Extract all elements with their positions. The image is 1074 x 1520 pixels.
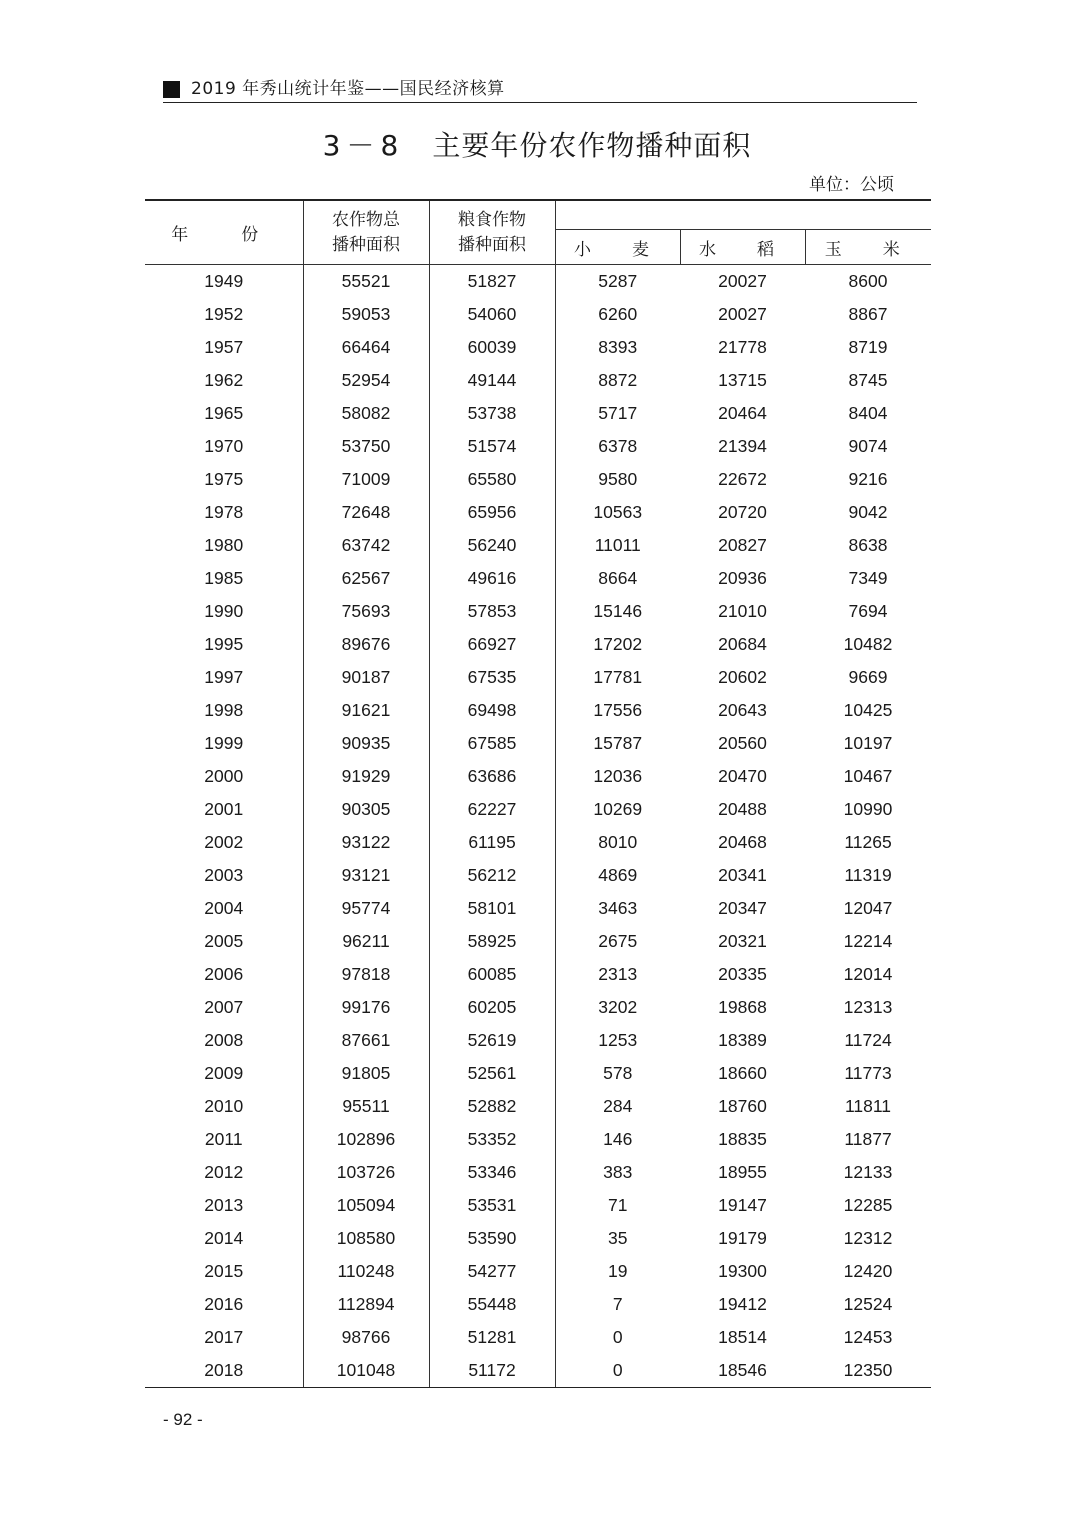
header-grain-line1: 粮食作物	[458, 209, 526, 230]
cell-grain-area: 53352	[429, 1123, 555, 1156]
table-row	[145, 661, 931, 694]
cell-total-area: 58082	[303, 397, 429, 430]
cell-wheat: 7	[612, 1294, 623, 1314]
cell-wheat: 284	[603, 1096, 633, 1116]
table-header	[145, 200, 931, 265]
cell-total-area: 75693	[303, 595, 429, 628]
cell-year: 2018	[145, 1354, 303, 1388]
table-row	[145, 628, 931, 661]
table-row	[145, 1024, 931, 1057]
cell-wheat: 12036	[593, 766, 643, 786]
cell-year: 1957	[145, 331, 303, 364]
table-row	[145, 430, 931, 463]
table-row	[145, 925, 931, 958]
cell-corn: 8404	[848, 403, 888, 423]
cell-year: 2017	[145, 1321, 303, 1354]
cell-grain-area: 62227	[429, 793, 555, 826]
cell-corn: 9042	[848, 502, 888, 522]
header-grain-area	[429, 200, 555, 265]
cell-rice: 22672	[718, 469, 767, 489]
cell-total-area: 71009	[303, 463, 429, 496]
page-number: - 92 -	[163, 1410, 203, 1429]
cell-rice: 20464	[718, 403, 767, 423]
table-row	[145, 859, 931, 892]
cell-year: 2007	[145, 991, 303, 1024]
cell-wheat: 3202	[598, 997, 638, 1017]
table-title-text: 主要年份农作物播种面积	[432, 129, 752, 162]
cell-total-area: 62567	[303, 562, 429, 595]
table-row	[145, 397, 931, 430]
cell-wheat: 4869	[598, 865, 638, 885]
cell-corn: 8867	[848, 304, 888, 324]
cell-corn: 7349	[848, 568, 888, 588]
cell-corn: 10197	[843, 733, 893, 753]
cell-corn: 12214	[843, 931, 893, 951]
cell-total-area: 99176	[303, 991, 429, 1024]
cell-grain-area: 57853	[429, 595, 555, 628]
header-wheat: 小 麦	[555, 230, 680, 265]
table-row	[145, 1354, 931, 1388]
cell-total-area: 97818	[303, 958, 429, 991]
cell-grain-area: 51172	[429, 1354, 555, 1388]
cell-corn: 11724	[844, 1030, 892, 1050]
cell-grain-area: 63686	[429, 760, 555, 793]
table-row	[145, 760, 931, 793]
cell-year: 2015	[145, 1255, 303, 1288]
cell-total-area: 87661	[303, 1024, 429, 1057]
cell-total-area: 101048	[303, 1354, 429, 1388]
table-row	[145, 463, 931, 496]
cell-grain-area: 65580	[429, 463, 555, 496]
cell-total-area: 52954	[303, 364, 429, 397]
cell-corn: 10990	[843, 799, 893, 819]
cell-rice: 21778	[718, 337, 767, 357]
cell-total-area: 112894	[303, 1288, 429, 1321]
cell-corn: 9669	[848, 667, 888, 687]
cell-total-area: 103726	[303, 1156, 429, 1189]
cell-year: 1952	[145, 298, 303, 331]
cell-total-area: 90305	[303, 793, 429, 826]
cell-year: 2002	[145, 826, 303, 859]
book-title: 2019 年秀山统计年鉴——国民经济核算	[191, 79, 505, 99]
cell-rice: 20560	[718, 733, 767, 753]
cell-total-area: 110248	[303, 1255, 429, 1288]
cell-total-area: 95774	[303, 892, 429, 925]
cell-year: 1998	[145, 694, 303, 727]
cell-corn: 10482	[843, 634, 893, 654]
cell-grain-area: 67535	[429, 661, 555, 694]
cell-wheat: 71	[608, 1195, 628, 1215]
header-total-line1: 农作物总	[332, 209, 400, 230]
cell-rice: 20341	[718, 865, 767, 885]
cell-corn: 8600	[848, 271, 888, 291]
cell-year: 2003	[145, 859, 303, 892]
cell-rice: 20335	[718, 964, 767, 984]
cell-grain-area: 69498	[429, 694, 555, 727]
cell-grain-area: 55448	[429, 1288, 555, 1321]
cell-wheat: 8010	[598, 832, 638, 852]
table-row	[145, 1288, 931, 1321]
table-body	[145, 265, 931, 1388]
cell-wheat: 6378	[598, 436, 638, 456]
cell-grain-area: 56240	[429, 529, 555, 562]
cell-corn: 8745	[848, 370, 888, 390]
cell-total-area: 90935	[303, 727, 429, 760]
cell-corn: 12453	[843, 1327, 893, 1347]
cell-year: 2000	[145, 760, 303, 793]
cell-wheat: 383	[603, 1162, 633, 1182]
cell-total-area: 108580	[303, 1222, 429, 1255]
cell-total-area: 55521	[303, 265, 429, 299]
cell-grain-area: 58101	[429, 892, 555, 925]
cell-grain-area: 49616	[429, 562, 555, 595]
cell-year: 2001	[145, 793, 303, 826]
cell-rice: 20321	[718, 931, 767, 951]
cell-rice: 19412	[718, 1294, 767, 1314]
header-grain-line2: 播种面积	[458, 234, 526, 255]
cell-corn: 10467	[843, 766, 893, 786]
cell-year: 1975	[145, 463, 303, 496]
cell-corn: 11811	[844, 1096, 892, 1116]
cell-total-area: 91621	[303, 694, 429, 727]
cell-corn: 11319	[844, 865, 892, 885]
cell-wheat: 578	[603, 1063, 633, 1083]
cell-year: 2006	[145, 958, 303, 991]
table-row	[145, 1189, 931, 1222]
cell-corn: 10425	[843, 700, 893, 720]
cell-wheat: 8872	[598, 370, 638, 390]
cell-year: 2016	[145, 1288, 303, 1321]
cell-grain-area: 52619	[429, 1024, 555, 1057]
cell-wheat: 8664	[598, 568, 638, 588]
header-rice: 水 稻	[680, 230, 805, 265]
cell-wheat: 2675	[598, 931, 638, 951]
cell-total-area: 102896	[303, 1123, 429, 1156]
cell-wheat: 9580	[598, 469, 638, 489]
cell-rice: 18514	[718, 1327, 767, 1347]
table-row	[145, 595, 931, 628]
cell-grain-area: 51281	[429, 1321, 555, 1354]
table-row	[145, 1156, 931, 1189]
cell-wheat: 2313	[598, 964, 638, 984]
cell-corn: 12014	[843, 964, 893, 984]
cell-grain-area: 65956	[429, 496, 555, 529]
cell-rice: 18546	[680, 1354, 805, 1388]
cell-grain-area: 53590	[429, 1222, 555, 1255]
cell-rice: 20602	[718, 667, 767, 687]
cell-grain-area: 61195	[429, 826, 555, 859]
table-row	[145, 529, 931, 562]
table-row	[145, 364, 931, 397]
cell-grain-area: 51827	[429, 265, 555, 299]
cell-corn: 12285	[843, 1195, 893, 1215]
cell-corn: 11773	[844, 1063, 892, 1083]
cell-rice: 20684	[718, 634, 767, 654]
cell-total-area: 93122	[303, 826, 429, 859]
table-row	[145, 265, 931, 299]
cell-wheat: 15146	[593, 601, 643, 621]
table-row	[145, 562, 931, 595]
table-row	[145, 793, 931, 826]
header-total-line2: 播种面积	[332, 234, 400, 255]
cell-rice: 20827	[718, 535, 767, 555]
table-row	[145, 298, 931, 331]
cell-year: 2013	[145, 1189, 303, 1222]
table-title	[0, 128, 1074, 164]
cell-rice: 20470	[718, 766, 767, 786]
cell-total-area: 91929	[303, 760, 429, 793]
cell-year: 2005	[145, 925, 303, 958]
cell-grain-area: 53738	[429, 397, 555, 430]
cell-wheat: 19	[608, 1261, 628, 1281]
cell-corn: 12312	[843, 1228, 893, 1248]
cell-corn: 11265	[844, 832, 892, 852]
cell-total-area: 98766	[303, 1321, 429, 1354]
table-row	[145, 1123, 931, 1156]
cell-rice: 19868	[718, 997, 767, 1017]
table-row	[145, 331, 931, 364]
cell-rice: 18660	[718, 1063, 767, 1083]
cell-wheat: 17781	[593, 667, 643, 687]
data-table	[145, 199, 931, 1388]
cell-year: 2008	[145, 1024, 303, 1057]
table-row	[145, 694, 931, 727]
cell-rice: 20347	[718, 898, 767, 918]
cell-year: 2010	[145, 1090, 303, 1123]
cell-corn: 12047	[843, 898, 893, 918]
cell-year: 1997	[145, 661, 303, 694]
cell-grain-area: 52561	[429, 1057, 555, 1090]
cell-corn: 12133	[843, 1162, 893, 1182]
cell-corn: 7694	[848, 601, 888, 621]
cell-wheat: 11011	[594, 535, 641, 555]
cell-wheat: 146	[603, 1129, 633, 1149]
cell-total-area: 90187	[303, 661, 429, 694]
cell-rice: 18835	[718, 1129, 767, 1149]
cell-corn: 9216	[848, 469, 888, 489]
table-row	[145, 496, 931, 529]
table-row	[145, 991, 931, 1024]
cell-total-area: 105094	[303, 1189, 429, 1222]
cell-year: 1970	[145, 430, 303, 463]
cell-corn: 8638	[848, 535, 888, 555]
cell-total-area: 91805	[303, 1057, 429, 1090]
cell-grain-area: 67585	[429, 727, 555, 760]
cell-grain-area: 49144	[429, 364, 555, 397]
cell-corn: 12350	[805, 1354, 931, 1388]
cell-rice: 21010	[718, 601, 767, 621]
cell-rice: 19147	[718, 1195, 767, 1215]
cell-grain-area: 54277	[429, 1255, 555, 1288]
cell-total-area: 63742	[303, 529, 429, 562]
table-row	[145, 892, 931, 925]
cell-wheat: 8393	[598, 337, 638, 357]
cell-grain-area: 53531	[429, 1189, 555, 1222]
table-row	[145, 1222, 931, 1255]
cell-rice: 13715	[718, 370, 767, 390]
cell-rice: 18955	[718, 1162, 767, 1182]
cell-year: 1978	[145, 496, 303, 529]
cell-rice: 19179	[718, 1228, 767, 1248]
cell-wheat: 17202	[593, 634, 643, 654]
cell-wheat: 15787	[593, 733, 643, 753]
cell-grain-area: 60085	[429, 958, 555, 991]
cell-total-area: 72648	[303, 496, 429, 529]
cell-rice: 21394	[718, 436, 767, 456]
table-row	[145, 958, 931, 991]
cell-wheat: 10563	[593, 502, 643, 522]
table-row	[145, 826, 931, 859]
table-number: 3－8	[322, 129, 405, 162]
cell-rice: 20488	[718, 799, 767, 819]
cell-grain-area: 52882	[429, 1090, 555, 1123]
cell-rice: 20468	[718, 832, 767, 852]
cell-year: 2014	[145, 1222, 303, 1255]
cell-year: 2004	[145, 892, 303, 925]
cell-total-area: 96211	[303, 925, 429, 958]
cell-grain-area: 60205	[429, 991, 555, 1024]
cell-wheat: 5287	[598, 271, 638, 291]
cell-rice: 20936	[718, 568, 767, 588]
cell-year: 2009	[145, 1057, 303, 1090]
cell-year: 1965	[145, 397, 303, 430]
cell-wheat: 35	[608, 1228, 628, 1248]
cell-year: 1985	[145, 562, 303, 595]
cell-corn: 12420	[843, 1261, 893, 1281]
cell-wheat: 3463	[598, 898, 638, 918]
cell-total-area: 95511	[303, 1090, 429, 1123]
running-header	[163, 78, 917, 103]
cell-total-area: 89676	[303, 628, 429, 661]
cell-rice: 19300	[718, 1261, 767, 1281]
cell-total-area: 93121	[303, 859, 429, 892]
cell-total-area: 53750	[303, 430, 429, 463]
cell-wheat: 6260	[598, 304, 638, 324]
cell-grain-area: 58925	[429, 925, 555, 958]
cell-grain-area: 66927	[429, 628, 555, 661]
cell-rice: 18389	[718, 1030, 767, 1050]
cell-corn: 12313	[843, 997, 893, 1017]
header-year: 年 份	[145, 200, 303, 265]
cell-year: 2011	[145, 1123, 303, 1156]
cell-grain-area: 53346	[429, 1156, 555, 1189]
cell-corn: 11877	[844, 1129, 892, 1149]
table-row	[145, 1321, 931, 1354]
cell-wheat: 0	[612, 1327, 623, 1347]
table-row	[145, 1090, 931, 1123]
cell-year: 1949	[145, 265, 303, 299]
header-corn: 玉 米	[805, 230, 931, 265]
cell-year: 1962	[145, 364, 303, 397]
cell-rice: 20027	[718, 271, 767, 291]
cell-year: 1990	[145, 595, 303, 628]
header-total-area	[303, 200, 429, 265]
cell-corn: 9074	[848, 436, 888, 456]
cell-wheat: 10269	[593, 799, 643, 819]
table-row	[145, 727, 931, 760]
cell-year: 1980	[145, 529, 303, 562]
cell-wheat: 17556	[593, 700, 643, 720]
cell-total-area: 59053	[303, 298, 429, 331]
cell-wheat: 0	[555, 1354, 680, 1388]
cell-corn: 12524	[843, 1294, 893, 1314]
cell-corn: 8719	[848, 337, 888, 357]
cell-grain-area: 56212	[429, 859, 555, 892]
table-row	[145, 1255, 931, 1288]
cell-grain-area: 51574	[429, 430, 555, 463]
cell-grain-area: 54060	[429, 298, 555, 331]
table-row	[145, 1057, 931, 1090]
cell-wheat: 1253	[598, 1030, 638, 1050]
cell-year: 2012	[145, 1156, 303, 1189]
cell-total-area: 66464	[303, 331, 429, 364]
cell-rice: 18760	[718, 1096, 767, 1116]
cell-grain-area: 60039	[429, 331, 555, 364]
cell-wheat: 5717	[598, 403, 638, 423]
cell-year: 1995	[145, 628, 303, 661]
cell-rice: 20720	[718, 502, 767, 522]
unit-label: 单位：公顷	[809, 175, 894, 195]
cell-rice: 20643	[718, 700, 767, 720]
header-square-icon	[163, 81, 180, 98]
cell-rice: 20027	[718, 304, 767, 324]
cell-year: 1999	[145, 727, 303, 760]
header-crop-group	[555, 200, 931, 230]
